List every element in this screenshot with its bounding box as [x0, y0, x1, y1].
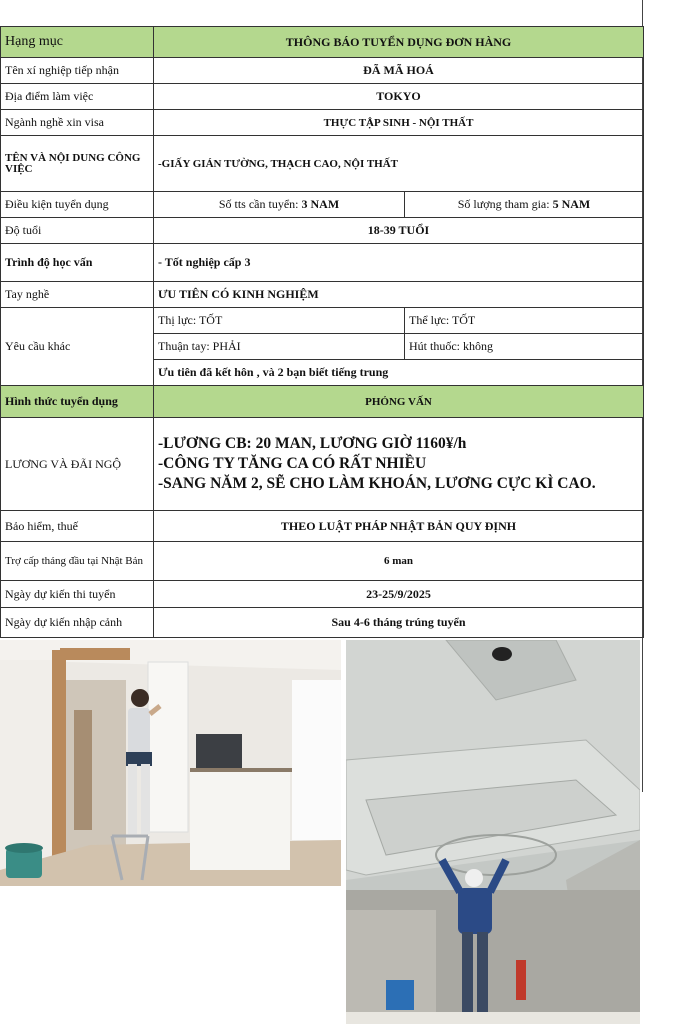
allowance-value: 6 man — [154, 542, 644, 581]
education-label: Trình độ học vấn — [1, 244, 154, 282]
needed-value: 3 NAM — [301, 197, 340, 211]
table-row — [1, 110, 644, 136]
visa-label: Ngành nghề xin visa — [1, 110, 154, 136]
education-value: - Tốt nghiệp cấp 3 — [154, 244, 644, 282]
needed-cell — [154, 192, 405, 218]
table-row — [1, 511, 644, 542]
ceiling-scene-illustration — [346, 640, 640, 1024]
table-row — [1, 136, 644, 192]
salary-value — [154, 418, 644, 511]
eyesight-value: Thị lực: TỐT — [154, 308, 405, 334]
location-value: TOKYO — [154, 84, 644, 110]
insurance-value: THEO LUẬT PHÁP NHẬT BẢN QUY ĐỊNH — [154, 511, 644, 542]
fitness-value: Thể lực: TỐT — [405, 308, 644, 334]
salary-line-1: -LƯƠNG CB: 20 MAN, LƯƠNG GIỜ 1160¥/h — [158, 435, 467, 452]
ceiling-worker-photo — [346, 640, 640, 1024]
table-row — [1, 192, 644, 218]
table-row — [1, 308, 644, 334]
allowance-label: Trợ cấp tháng đầu tại Nhật Bản — [1, 542, 154, 581]
age-value: 18-39 TUỔI — [154, 218, 644, 244]
salary-line-2: -CÔNG TY TĂNG CA CÓ RẤT NHIỀU — [158, 455, 427, 472]
header-label: Hạng mục — [1, 27, 154, 58]
join-value: 5 NAM — [552, 197, 591, 211]
table-row — [1, 84, 644, 110]
location-label: Địa điểm làm việc — [1, 84, 154, 110]
header-row — [1, 27, 644, 58]
table-row — [1, 608, 644, 638]
recruit-form-value: PHỎNG VẤN — [154, 386, 644, 418]
skill-label: Tay nghề — [1, 282, 154, 308]
table-row — [1, 386, 644, 418]
conditions-label: Điều kiện tuyển dụng — [1, 192, 154, 218]
needed-label: Số tts cần tuyển: — [218, 197, 302, 211]
recruitment-table — [0, 26, 644, 638]
entry-date-label: Ngày dự kiến nhập cảnh — [1, 608, 154, 638]
smoking-value: Hút thuốc: không — [405, 334, 644, 360]
notice-title: THÔNG BÁO TUYỂN DỤNG ĐƠN HÀNG — [154, 27, 644, 58]
wallpaper-worker-photo — [0, 640, 341, 886]
exam-date-value: 23-25/9/2025 — [154, 581, 644, 608]
entry-date-value: Sau 4-6 tháng trúng tuyển — [154, 608, 644, 638]
salary-line-3: -SANG NĂM 2, SẼ CHO LÀM KHOÁN, LƯƠNG CỰC KÌ CAO. — [158, 475, 596, 492]
join-label: Số lượng tham gia: — [457, 197, 553, 211]
exam-date-label: Ngày dự kiến thi tuyển — [1, 581, 154, 608]
company-label: Tên xí nghiệp tiếp nhận — [1, 58, 154, 84]
table-row — [1, 244, 644, 282]
join-cell — [405, 192, 644, 218]
table-row — [1, 542, 644, 581]
hand-value: Thuận tay: PHẢI — [154, 334, 405, 360]
table-row — [1, 581, 644, 608]
visa-value: THỰC TẬP SINH - NỘI THẤT — [154, 110, 644, 136]
salary-label: LƯƠNG VÀ ĐÃI NGỘ — [1, 418, 154, 511]
company-value: ĐÃ MÃ HOÁ — [154, 58, 644, 84]
table-row — [1, 58, 644, 84]
table-row — [1, 282, 644, 308]
wallpaper-scene-illustration — [0, 640, 341, 886]
skill-value: ƯU TIÊN CÓ KINH NGHIỆM — [154, 282, 644, 308]
recruit-form-label: Hình thức tuyển dụng — [1, 386, 154, 418]
job-value: -GIẤY GIÁN TƯỜNG, THẠCH CAO, NỘI THẤT — [154, 136, 644, 192]
table-row — [1, 218, 644, 244]
insurance-label: Bảo hiểm, thuế — [1, 511, 154, 542]
age-label: Độ tuổi — [1, 218, 154, 244]
other-label: Yêu cầu khác — [1, 308, 154, 386]
job-label: TÊN VÀ NỘI DUNG CÔNG VIỆC — [1, 136, 154, 192]
other-note: Ưu tiên đã kết hôn , và 2 bạn biết tiếng trung — [154, 360, 644, 386]
table-row — [1, 418, 644, 511]
